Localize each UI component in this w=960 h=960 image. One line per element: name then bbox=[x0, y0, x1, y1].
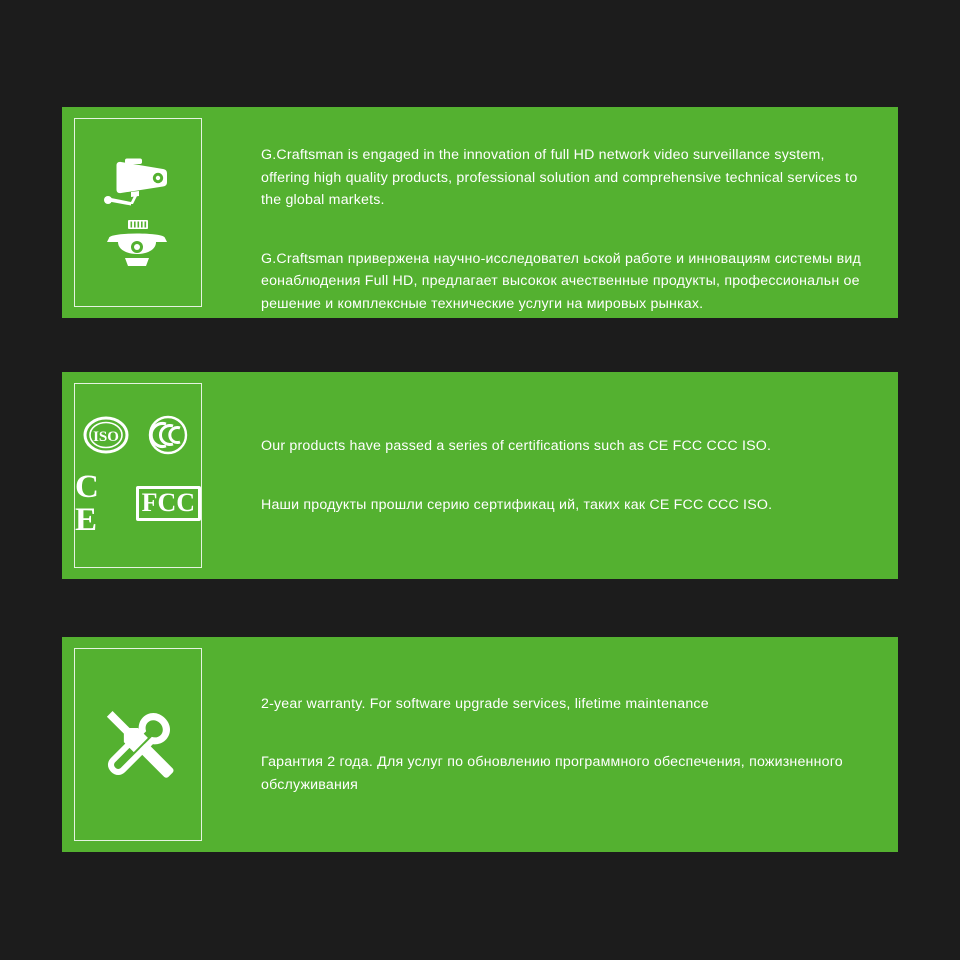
paragraph-en: 2-year warranty. For software upgrade services, lifetime maintenance bbox=[261, 695, 709, 712]
icon-box-cameras bbox=[74, 118, 202, 307]
bullet-camera-icon bbox=[101, 158, 175, 206]
wrench-screwdriver-icon bbox=[92, 699, 184, 791]
dome-camera-icon bbox=[101, 220, 175, 268]
text-column-warranty-service bbox=[202, 637, 898, 852]
ce-icon: C E bbox=[75, 468, 100, 538]
cert-row-top bbox=[83, 415, 193, 455]
panel-certifications bbox=[62, 372, 898, 579]
paragraph-ru: G.Craftsman привержена научно-исследовател ьской работе и инновациям системы вид еонаблюдения Full HD, предлагает высокок ачественные продукты, профессиональн ое решение и комплексные технические услуги на мировых рынках. bbox=[261, 250, 861, 312]
fcc-icon: FCC bbox=[136, 486, 201, 521]
panel-warranty-service bbox=[62, 637, 898, 852]
paragraph-en: Our products have passed a series of certifications such as CE FCC CCC ISO. bbox=[261, 437, 772, 454]
icon-box-service bbox=[74, 648, 202, 841]
text-column-certifications bbox=[202, 372, 898, 579]
svg-text:ISO: ISO bbox=[93, 428, 119, 445]
iso-icon bbox=[83, 415, 129, 455]
ccc-icon bbox=[143, 415, 193, 455]
text-column-company-intro bbox=[202, 107, 898, 318]
cert-row-bottom bbox=[75, 468, 201, 538]
paragraph-ru: Гарантия 2 года. Для услуг по обновлению программного обеспечения, пожизненного обслуживания bbox=[261, 754, 843, 793]
paragraph-ru: Наши продукты прошли серию сертификац ий, таких как CE FCC CCC ISO. bbox=[261, 496, 773, 513]
paragraph-en: G.Craftsman is engaged in the innovation of full HD network video surveillance system, offering high quality products, professional solution and comprehensive technical services to the global markets. bbox=[261, 147, 858, 209]
icon-box-certifications bbox=[74, 383, 202, 568]
panel-company-intro bbox=[62, 107, 898, 318]
